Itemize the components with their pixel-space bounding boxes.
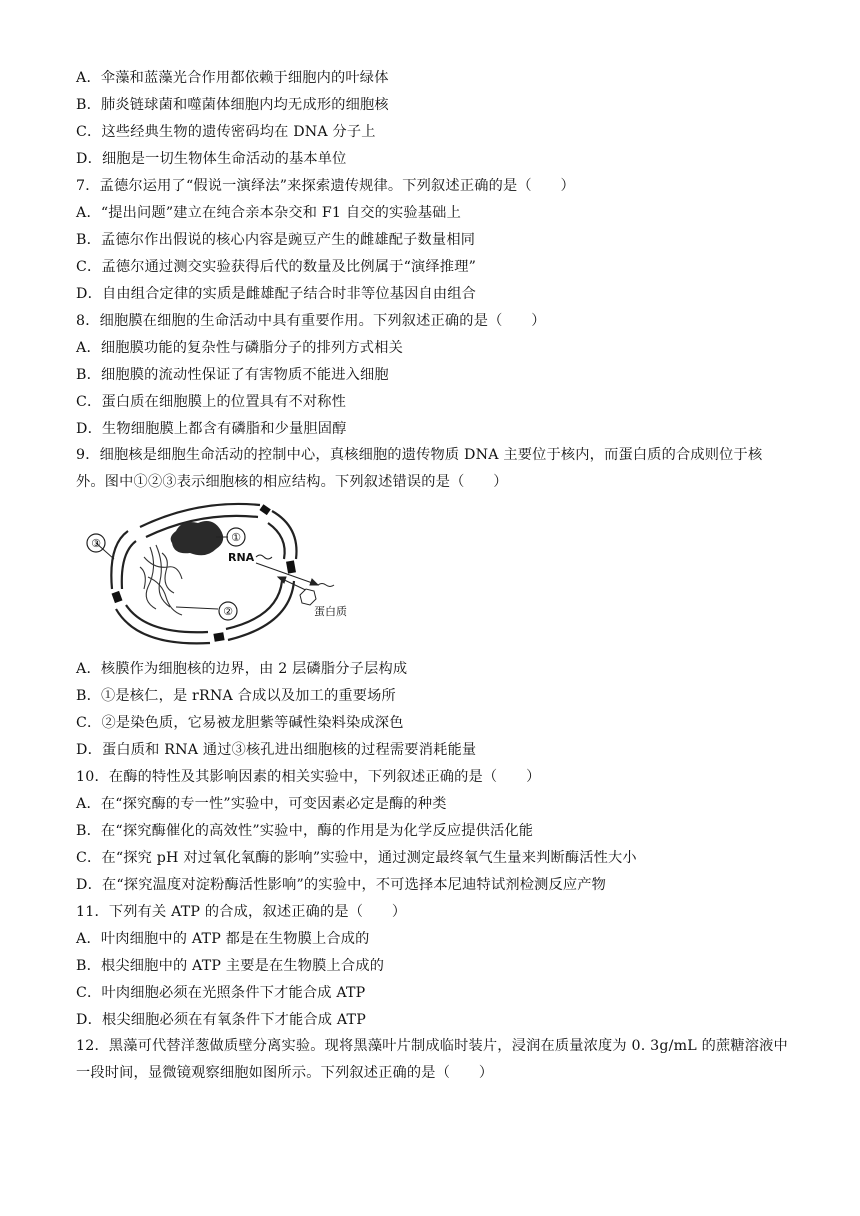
q11-option-d: D．根尖细胞必须在有氧条件下才能合成 ATP	[76, 1012, 366, 1028]
rna-label: RNA	[228, 551, 255, 564]
q11-option-a: A．叶肉细胞中的 ATP 都是在生物膜上合成的	[76, 931, 370, 947]
q7-option-c: C．孟德尔通过测交实验获得后代的数量及比例属于“演绎推理”	[76, 259, 477, 275]
q7-option-b: B．孟德尔作出假说的核心内容是豌豆产生的雌雄配子数量相同	[76, 232, 476, 248]
q12-stem: 12．黑藻可代替洋葱做质壁分离实验。现将黑藻叶片制成临时装片，浸润在质量浓度为 0. 3g/mL 的蔗糖溶液中一段时间，显微镜观察细胞如图所示。下列叙述正确的是（ ）	[76, 1038, 788, 1081]
chromatin	[140, 545, 182, 615]
q8-stem: 8．细胞膜在细胞的生命活动中具有重要作用。下列叙述正确的是（ ）	[76, 313, 546, 329]
label-3: ③	[91, 537, 101, 550]
protein-shape	[300, 589, 316, 605]
label-2: ②	[223, 605, 233, 618]
q8-option-b: B．细胞膜的流动性保证了有害物质不能进入细胞	[76, 367, 389, 383]
q6-option-b: B．肺炎链球菌和噬菌体细胞内均无成形的细胞核	[76, 97, 389, 113]
label-1: ①	[231, 531, 241, 544]
q7-option-d: D．自由组合定律的实质是雌雄配子结合时非等位基因自由组合	[76, 286, 477, 302]
q7-option-a: A．“提出问题”建立在纯合亲本杂交和 F1 自交的实验基础上	[76, 205, 461, 221]
q9-option-c: C．②是染色质，它易被龙胆紫等碱性染料染成深色	[76, 715, 404, 731]
q9-option-d: D．蛋白质和 RNA 通过③核孔进出细胞核的过程需要消耗能量	[76, 742, 477, 758]
q6-option-c: C．这些经典生物的遗传密码均在 DNA 分子上	[76, 124, 376, 140]
protein-label: 蛋白质	[314, 605, 347, 618]
q9-option-a: A．核膜作为细胞核的边界，由 2 层磷脂分子层构成	[76, 661, 408, 677]
q11-stem: 11．下列有关 ATP 的合成，叙述正确的是（ ）	[76, 904, 407, 920]
q8-option-c: C．蛋白质在细胞膜上的位置具有不对称性	[76, 394, 347, 410]
q9-stem: 9．细胞核是细胞生命活动的控制中心，真核细胞的遗传物质 DNA 主要位于核内，而蛋白质的合成则位于核外。图中①②③表示细胞核的相应结构。下列叙述错误的是（ ）	[76, 447, 763, 490]
nucleus-diagram	[78, 497, 378, 652]
q8-option-d: D．生物细胞膜上都含有磷脂和少量胆固醇	[76, 421, 347, 437]
q7-stem: 7．孟德尔运用了“假说一演绎法”来探索遗传规律。下列叙述正确的是（ ）	[76, 178, 575, 194]
q10-option-a: A．在“探究酶的专一性”实验中，可变因素必定是酶的种类	[76, 796, 447, 812]
nucleolus	[171, 521, 224, 555]
q6-option-a: A．伞藻和蓝藻光合作用都依赖于细胞内的叶绿体	[76, 70, 389, 86]
q6-option-d: D．细胞是一切生物体生命活动的基本单位	[76, 151, 347, 167]
q11-option-c: C．叶肉细胞必须在光照条件下才能合成 ATP	[76, 985, 366, 1001]
q11-option-b: B．根尖细胞中的 ATP 主要是在生物膜上合成的	[76, 958, 385, 974]
q10-option-c: C．在“探究 pH 对过氧化氧酶的影响”实验中，通过测定最终氧气生量来判断酶活性大小	[76, 850, 637, 866]
q10-option-b: B．在“探究酶催化的高效性”实验中，酶的作用是为化学反应提供活化能	[76, 823, 534, 839]
q9-option-b: B．①是核仁，是 rRNA 合成以及加工的重要场所	[76, 688, 396, 704]
q8-option-a: A．细胞膜功能的复杂性与磷脂分子的排列方式相关	[76, 340, 403, 356]
q10-stem: 10．在酶的特性及其影响因素的相关实验中，下列叙述正确的是（ ）	[76, 769, 541, 785]
q10-option-d: D．在“探究温度对淀粉酶活性影响”的实验中，不可选择本尼迪特试剂检测反应产物	[76, 877, 607, 893]
